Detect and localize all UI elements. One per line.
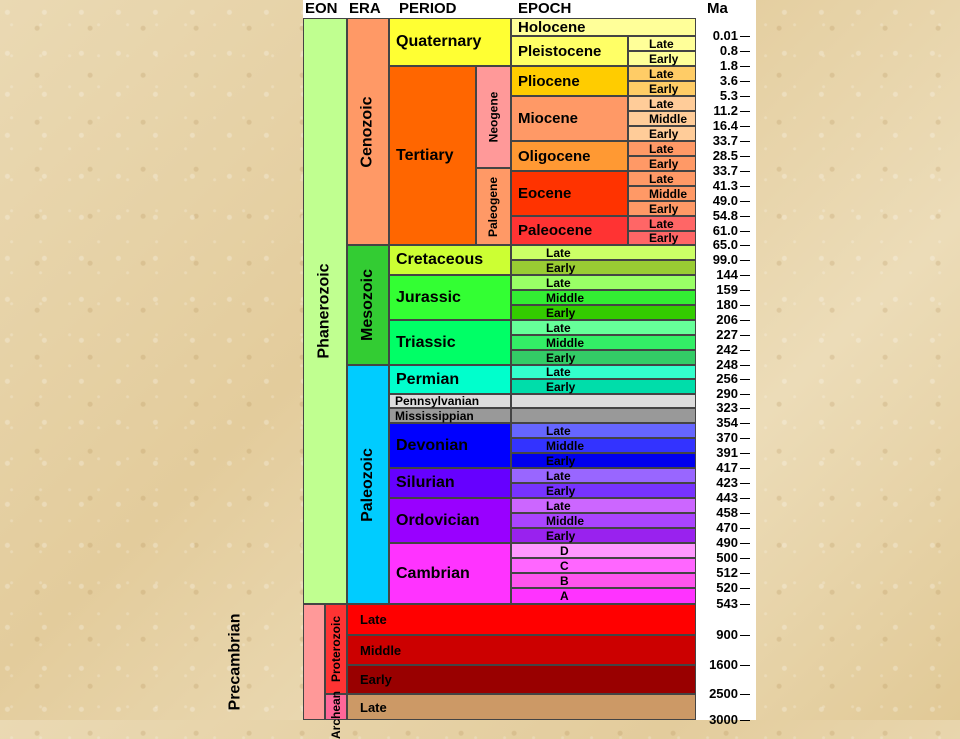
ma-tick bbox=[740, 694, 750, 695]
ma-label: 458 bbox=[716, 505, 738, 520]
epoch-eocene: Eocene bbox=[511, 171, 628, 216]
epoch-devonian-late: Late bbox=[511, 423, 696, 438]
epoch-ordovician-early: Early bbox=[511, 528, 696, 543]
epoch-ordovician-middle: Middle bbox=[511, 513, 696, 528]
epoch-triassic-early: Early bbox=[511, 350, 696, 365]
subperiod-paleogene: Paleogene bbox=[476, 168, 511, 245]
ma-label: 3.6 bbox=[719, 73, 738, 88]
ma-tick bbox=[740, 275, 750, 276]
ma-tick bbox=[740, 51, 750, 52]
ma-tick bbox=[740, 171, 750, 172]
epoch-devonian-middle: Middle bbox=[511, 438, 696, 453]
archean-late: Late bbox=[347, 694, 696, 720]
ma-tick bbox=[740, 320, 750, 321]
ma-label: 144 bbox=[716, 267, 738, 282]
ma-label: 391 bbox=[716, 445, 738, 460]
era-archean: Archean bbox=[325, 694, 347, 720]
ma-tick bbox=[740, 588, 750, 589]
epoch-jurassic-late: Late bbox=[511, 275, 696, 290]
ma-tick bbox=[740, 66, 750, 67]
ma-tick bbox=[740, 201, 750, 202]
era-mesozoic: Mesozoic bbox=[347, 245, 389, 365]
epoch-oligocene-early: Early bbox=[628, 156, 696, 171]
epoch-miocene: Miocene bbox=[511, 96, 628, 141]
ma-tick bbox=[740, 558, 750, 559]
period-silurian: Silurian bbox=[389, 468, 511, 498]
ma-tick bbox=[740, 423, 750, 424]
ma-label: 543 bbox=[716, 596, 738, 611]
epoch-silurian-late: Late bbox=[511, 468, 696, 483]
epoch-triassic-late: Late bbox=[511, 320, 696, 335]
ma-label: 0.8 bbox=[719, 43, 738, 58]
header-period: PERIOD bbox=[399, 0, 457, 17]
ma-tick bbox=[740, 260, 750, 261]
ma-tick bbox=[740, 498, 750, 499]
ma-label: 16.4 bbox=[712, 118, 738, 133]
ma-label: 159 bbox=[716, 282, 738, 297]
ma-tick bbox=[740, 36, 750, 37]
epoch-pleistocene-late: Late bbox=[628, 36, 696, 51]
epoch-pliocene-late: Late bbox=[628, 66, 696, 81]
ma-tick bbox=[740, 126, 750, 127]
ma-tick bbox=[740, 231, 750, 232]
epoch-cambrian-c: C bbox=[511, 558, 696, 573]
ma-tick bbox=[740, 438, 750, 439]
epoch-paleocene-late: Late bbox=[628, 216, 696, 231]
epoch-pliocene-early: Early bbox=[628, 81, 696, 96]
period-ordovician: Ordovician bbox=[389, 498, 511, 543]
proterozoic-middle: Middle bbox=[347, 635, 696, 665]
ma-label: 242 bbox=[716, 342, 738, 357]
ma-tick bbox=[740, 408, 750, 409]
period-pennsylvanian: Pennsylvanian bbox=[389, 394, 511, 408]
ma-label: 512 bbox=[716, 565, 738, 580]
epoch-jurassic-middle: Middle bbox=[511, 290, 696, 305]
header-era: ERA bbox=[349, 0, 381, 17]
subperiod-neogene: Neogene bbox=[476, 66, 511, 168]
period-permian: Permian bbox=[389, 365, 511, 394]
ma-tick bbox=[740, 290, 750, 291]
ma-tick bbox=[740, 305, 750, 306]
period-jurassic: Jurassic bbox=[389, 275, 511, 320]
epoch-miocene-late: Late bbox=[628, 96, 696, 111]
period-devonian: Devonian bbox=[389, 423, 511, 468]
ma-label: 1.8 bbox=[719, 58, 738, 73]
ma-label: 0.01 bbox=[712, 28, 738, 43]
epoch-jurassic-early: Early bbox=[511, 305, 696, 320]
epoch-cretaceous-late: Late bbox=[511, 245, 696, 260]
ma-tick bbox=[740, 156, 750, 157]
eon-precambrian: Precambrian bbox=[303, 604, 325, 720]
epoch-triassic-middle: Middle bbox=[511, 335, 696, 350]
ma-label: 3000 bbox=[709, 712, 738, 727]
ma-label: 41.3 bbox=[712, 178, 738, 193]
epoch-ordovician-late: Late bbox=[511, 498, 696, 513]
ma-label: 33.7 bbox=[712, 163, 738, 178]
ma-tick bbox=[740, 468, 750, 469]
epoch-pliocene: Pliocene bbox=[511, 66, 628, 96]
ma-label: 256 bbox=[716, 371, 738, 386]
ma-label: 490 bbox=[716, 535, 738, 550]
ma-tick bbox=[740, 635, 750, 636]
epoch-pleistocene: Pleistocene bbox=[511, 36, 628, 66]
epoch-miocene-middle: Middle bbox=[628, 111, 696, 126]
epoch-cambrian-a: A bbox=[511, 588, 696, 604]
ma-tick bbox=[740, 483, 750, 484]
ma-label: 11.2 bbox=[713, 103, 738, 118]
era-paleozoic: Paleozoic bbox=[347, 365, 389, 604]
ma-tick bbox=[740, 543, 750, 544]
proterozoic-late: Late bbox=[347, 604, 696, 635]
epoch-eocene-late: Late bbox=[628, 171, 696, 186]
epoch-devonian-early: Early bbox=[511, 453, 696, 468]
ma-tick bbox=[740, 186, 750, 187]
ma-tick bbox=[740, 394, 750, 395]
epoch-holocene: Holocene bbox=[511, 18, 696, 36]
header-eon: EON bbox=[305, 0, 338, 17]
ma-tick bbox=[740, 111, 750, 112]
ma-label: 54.8 bbox=[712, 208, 738, 223]
ma-label: 370 bbox=[716, 430, 738, 445]
epoch-mississippian-blank bbox=[511, 408, 696, 423]
geologic-time-scale bbox=[226, 0, 756, 739]
ma-label: 520 bbox=[716, 580, 738, 595]
ma-tick bbox=[740, 365, 750, 366]
ma-label: 323 bbox=[716, 400, 738, 415]
epoch-cambrian-d: D bbox=[511, 543, 696, 558]
ma-label: 423 bbox=[716, 475, 738, 490]
ma-label: 33.7 bbox=[712, 133, 738, 148]
header-epoch: EPOCH bbox=[518, 0, 572, 17]
period-cambrian: Cambrian bbox=[389, 543, 511, 604]
header-ma: Ma bbox=[707, 0, 728, 17]
ma-label: 5.3 bbox=[719, 88, 738, 103]
ma-tick bbox=[740, 720, 750, 721]
ma-tick bbox=[740, 453, 750, 454]
ma-label: 180 bbox=[716, 297, 738, 312]
ma-label: 49.0 bbox=[712, 193, 738, 208]
ma-label: 1600 bbox=[709, 657, 738, 672]
epoch-eocene-middle: Middle bbox=[628, 186, 696, 201]
epoch-eocene-early: Early bbox=[628, 201, 696, 216]
ma-label: 500 bbox=[716, 550, 738, 565]
epoch-permian-early: Early bbox=[511, 379, 696, 394]
ma-label: 99.0 bbox=[712, 252, 738, 267]
ma-label: 354 bbox=[716, 415, 738, 430]
ma-label: 470 bbox=[716, 520, 738, 535]
period-mississippian: Mississippian bbox=[389, 408, 511, 423]
epoch-pleistocene-early: Early bbox=[628, 51, 696, 66]
era-proterozoic: Proterozoic bbox=[325, 604, 347, 694]
ma-label: 290 bbox=[716, 386, 738, 401]
epoch-oligocene-late: Late bbox=[628, 141, 696, 156]
ma-label: 28.5 bbox=[712, 148, 738, 163]
ma-tick bbox=[740, 335, 750, 336]
epoch-pennsylvanian-blank bbox=[511, 394, 696, 408]
ma-tick bbox=[740, 513, 750, 514]
ma-label: 900 bbox=[716, 627, 738, 642]
ma-tick bbox=[740, 96, 750, 97]
ma-tick bbox=[740, 81, 750, 82]
epoch-cretaceous-early: Early bbox=[511, 260, 696, 275]
ma-tick bbox=[740, 216, 750, 217]
ma-label: 2500 bbox=[709, 686, 738, 701]
epoch-miocene-early: Early bbox=[628, 126, 696, 141]
ma-tick bbox=[740, 573, 750, 574]
ma-label: 61.0 bbox=[712, 223, 738, 238]
ma-label: 443 bbox=[716, 490, 738, 505]
ma-label: 206 bbox=[716, 312, 738, 327]
ma-label: 248 bbox=[716, 357, 738, 372]
epoch-paleocene-early: Early bbox=[628, 231, 696, 245]
ma-tick bbox=[740, 379, 750, 380]
ma-label: 227 bbox=[716, 327, 738, 342]
ma-tick bbox=[740, 141, 750, 142]
proterozoic-early: Early bbox=[347, 665, 696, 694]
period-cretaceous: Cretaceous bbox=[389, 245, 511, 275]
ma-tick bbox=[740, 528, 750, 529]
eon-phanerozoic: Phanerozoic bbox=[303, 18, 347, 604]
ma-label: 65.0 bbox=[712, 237, 738, 252]
ma-tick bbox=[740, 604, 750, 605]
ma-tick bbox=[740, 350, 750, 351]
epoch-oligocene: Oligocene bbox=[511, 141, 628, 171]
epoch-cambrian-b: B bbox=[511, 573, 696, 588]
ma-label: 417 bbox=[716, 460, 738, 475]
period-tertiary: Tertiary bbox=[389, 66, 476, 245]
era-cenozoic: Cenozoic bbox=[347, 18, 389, 245]
epoch-silurian-early: Early bbox=[511, 483, 696, 498]
ma-tick bbox=[740, 665, 750, 666]
epoch-paleocene: Paleocene bbox=[511, 216, 628, 245]
epoch-permian-late: Late bbox=[511, 365, 696, 379]
period-triassic: Triassic bbox=[389, 320, 511, 365]
period-quaternary: Quaternary bbox=[389, 18, 511, 66]
ma-tick bbox=[740, 245, 750, 246]
